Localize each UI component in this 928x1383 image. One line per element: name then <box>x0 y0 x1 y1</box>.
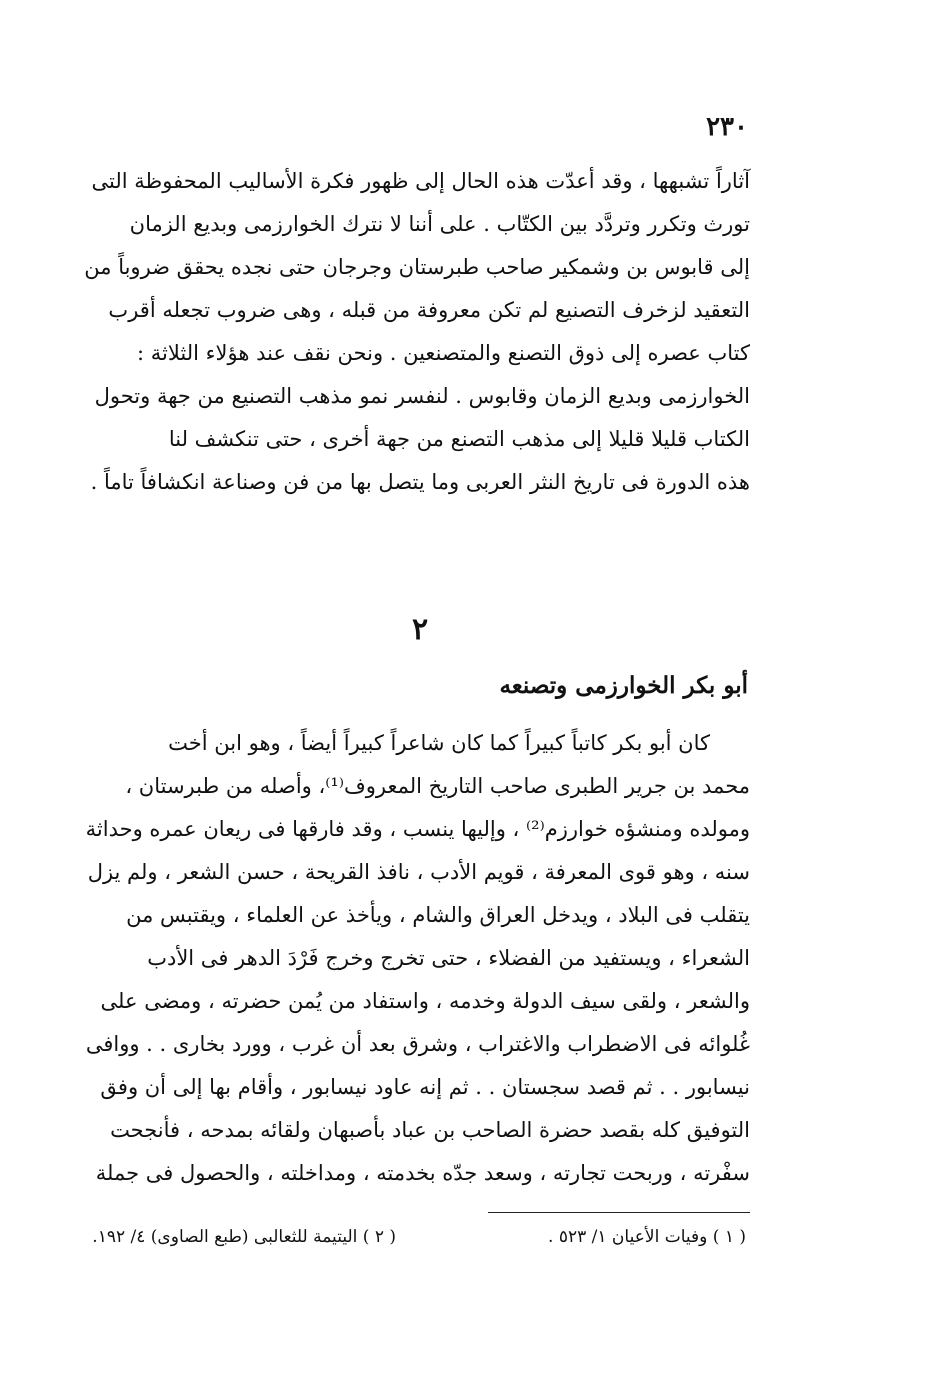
text-line: ومولده ومنشؤه خوارزم⁽²⁾ ، وإليها ينسب ، وقد فارقها فى ريعان عمره وحداثة <box>85 817 750 841</box>
text-line: سنه ، وهو قوى المعرفة ، قويم الأدب ، نافذ القريحة ، حسن الشعر ، ولم يزل <box>87 860 750 884</box>
footnote-text: اليتيمة للثعالبى (طبع الصاوى) ٤/ ١٩٢. <box>92 1227 358 1247</box>
text-line: آثاراً تشبهها ، وقد أعدّت هذه الحال إلى ظهور فكرة الأساليب المحفوظة التى <box>91 169 750 193</box>
text-line: محمد بن جرير الطبرى صاحب التاريخ المعروف⁽¹⁾، وأصله من طبرستان ، <box>125 774 750 798</box>
text-line: الكتاب قليلا قليلا إلى مذهب التصنع من جهة أخرى ، حتى تنكشف لنا <box>168 427 750 451</box>
footnote-text: وفيات الأعيان ١/ ٥٢٣ . <box>548 1227 708 1247</box>
footnote-divider <box>488 1212 750 1213</box>
footnote-marker: ( ٢ ) <box>362 1227 396 1247</box>
text-line: التوفيق كله بقصد حضرة الصاحب بن عباد بأصبهان ولقائه بمدحه ، فأنجحت <box>110 1118 750 1142</box>
paragraph-body <box>85 722 750 1195</box>
text-line: الشعراء ، ويستفيد من الفضلاء ، حتى تخرج وخرج فَرْدَ الدهر فى الأدب <box>147 946 750 970</box>
text-line: غُلوائه فى الاضطراب والاغتراب ، وشرق بعد أن غرب ، وورد بخارى . . ووافى <box>85 1032 750 1056</box>
section-heading: أبو بكر الخوارزمى وتصنعه <box>499 672 748 699</box>
footnote-2 <box>92 1222 396 1252</box>
footnote-1 <box>548 1222 746 1252</box>
text-line: التعقيد لزخرف التصنيع لم تكن معروفة من قبله ، وهى ضروب تجعله أقرب <box>108 298 750 322</box>
text-line: والشعر ، ولقى سيف الدولة وخدمه ، واستفاد من يُمن حضرته ، ومضى على <box>100 989 750 1013</box>
text-line: كان أبو بكر كاتباً كبيراً كما كان شاعراً كبيراً أيضاً ، وهو ابن أخت <box>168 731 710 755</box>
paragraph-intro <box>84 160 750 504</box>
page-number: ٢٣٠ <box>706 112 748 142</box>
text-line: سفْرته ، وربحت تجارته ، وسعد جدّه بخدمته ، ومداخلته ، والحصول فى جملة <box>95 1161 750 1185</box>
text-line: هذه الدورة فى تاريخ النثر العربى وما يتصل بها من فن وصناعة انكشافاً تاماً . <box>90 470 750 494</box>
text-line: إلى قابوس بن وشمكير صاحب طبرستان وجرجان حتى نجده يحقق ضروباً من <box>84 255 750 279</box>
text-line: تورث وتكرر وتردَّد بين الكتّاب . على أننا لا نترك الخوارزمى وبديع الزمان <box>129 212 750 236</box>
text-line: يتقلب فى البلاد ، ويدخل العراق والشام ، ويأخذ عن العلماء ، ويقتبس من <box>126 903 750 927</box>
text-line: نيسابور . . ثم قصد سجستان . . ثم إنه عاود نيسابور ، وأقام بها إلى أن وفق <box>100 1075 750 1099</box>
text-line: كتاب عصره إلى ذوق التصنع والمتصنعين . ونحن نقف عند هؤلاء الثلاثة : <box>137 341 750 365</box>
footnote-marker: ( ١ ) <box>712 1227 746 1247</box>
text-line: الخوارزمى وبديع الزمان وقابوس . لنفسر نمو مذهب التصنيع من جهة وتحول <box>94 384 750 408</box>
section-number: ٢ <box>411 612 429 647</box>
